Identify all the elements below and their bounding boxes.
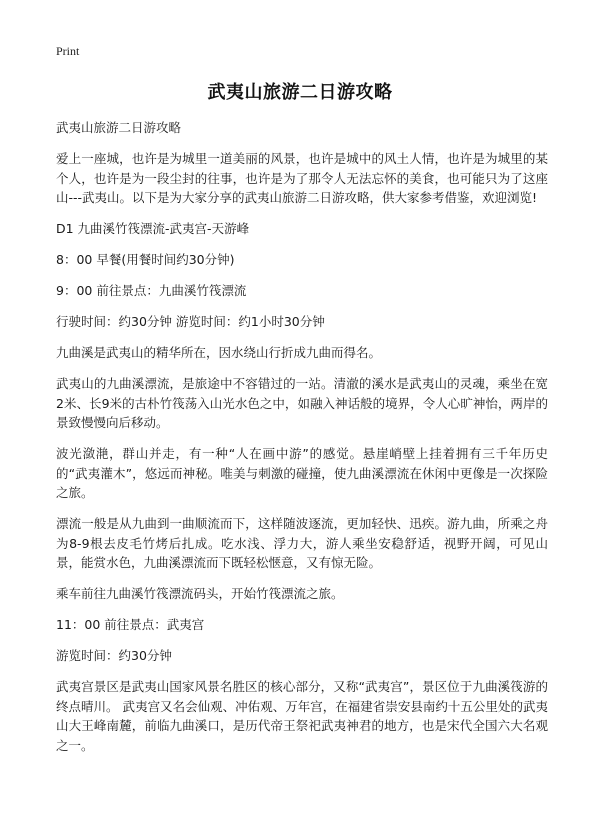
- palace-time: 游览时间：约30分钟: [56, 648, 172, 663]
- schedule-wuyi-palace: 11：00 前往景点：武夷宫: [56, 617, 205, 632]
- palace-description: 武夷宫景区是武夷山国家风景名胜区的核心部分，又称“武夷宫”，景区位于九曲溪筏游的终点晴川。 武夷宫又名会仙观、冲佑观、万年宫，在福建省崇安县南约十五公里处的武夷山大王峰南麓，前临九曲溪口，是历代帝王祭祀武夷神君的地方，也是宋代全国六大名观之一。: [56, 679, 548, 753]
- print-link[interactable]: Print: [56, 44, 80, 58]
- rafting-scenery: 波光潋滟，群山并走，有一种“人在画中游”的感觉。悬崖峭壁上挂着拥有三千年历史的“武夷灌木”，悠远而神秘。唯美与刺激的碰撞，使九曲溪漂流在休闲中更像是一次探险之旅。: [56, 446, 548, 500]
- day-heading: D1 九曲溪竹筏漂流-武夷宫-天游峰: [56, 221, 250, 236]
- schedule-rafting: 9：00 前往景点：九曲溪竹筏漂流: [56, 283, 247, 298]
- rafting-intro: 九曲溪是武夷山的精华所在，因水绕山行折成九曲而得名。: [56, 345, 382, 360]
- article-body: [56, 118, 548, 767]
- rafting-time: 行驶时间：约30分钟 游览时间：约1小时30分钟: [56, 314, 325, 329]
- schedule-breakfast: 8：00 早餐(用餐时间约30分钟): [56, 252, 235, 267]
- intro-paragraph: 爱上一座城，也许是为城里一道美丽的风景，也许是城中的风土人情，也许是为城里的某个人，也许是为一段尘封的往事，也许是为了那令人无法忘怀的美食，也可能只为了这座山---武夷山。以下是为大家分享的武夷山旅游二日游攻略，供大家参考借鉴，欢迎浏览!: [56, 151, 548, 205]
- subtitle-paragraph: 武夷山旅游二日游攻略: [56, 120, 182, 135]
- rafting-description: 武夷山的九曲溪漂流，是旅途中不容错过的一站。清澈的溪水是武夷山的灵魂，乘坐在宽2米、长9米的古朴竹筏荡入山光水色之中，如融入神话般的境界，令人心旷神怡，两岸的景致慢慢向后移动。: [56, 376, 548, 430]
- rafting-details: 漂流一般是从九曲到一曲顺流而下，这样随波逐流，更加轻快、迅疾。游九曲，所乘之舟为8-9根去皮毛竹烤后扎成。吃水浅、浮力大，游人乘坐安稳舒适，视野开阔，可见山景，能赏水色，九曲溪漂流而下既轻松惬意，又有惊无险。: [56, 516, 548, 570]
- page-title: 武夷山旅游二日游攻略: [207, 82, 393, 103]
- rafting-departure: 乘车前往九曲溪竹筏漂流码头，开始竹筏漂流之旅。: [56, 586, 344, 601]
